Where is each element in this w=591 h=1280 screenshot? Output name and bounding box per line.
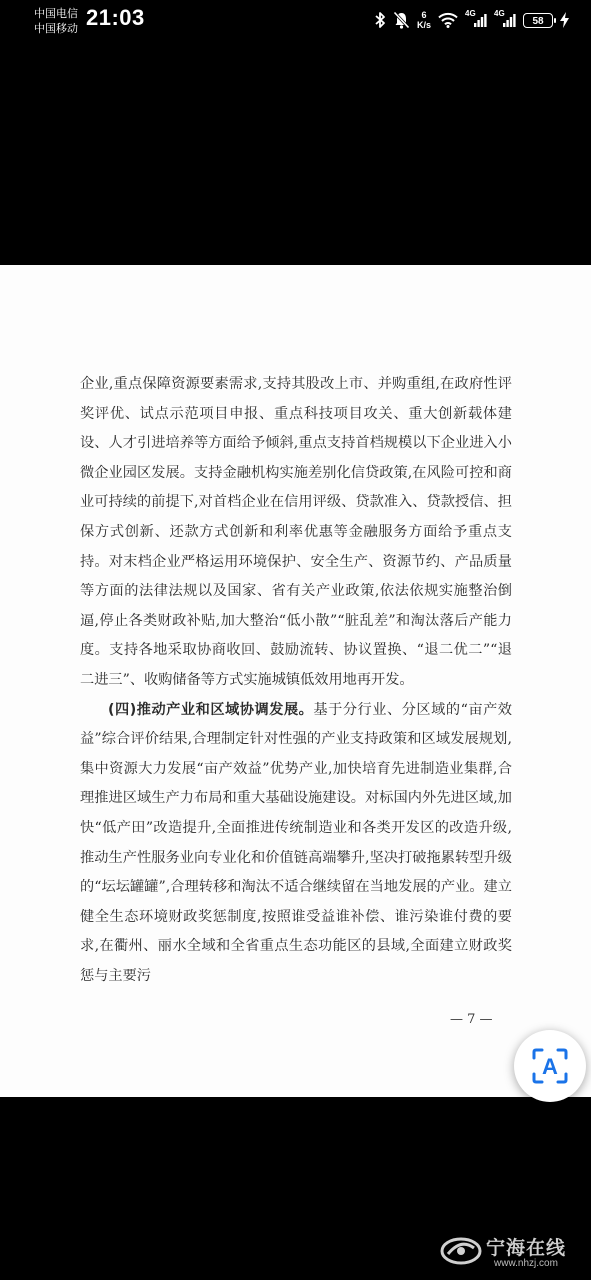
document-page [0,265,591,1097]
status-icons [374,8,569,32]
signal-4g-1 [465,11,487,29]
watermark-title: 宁海在线 [486,1237,567,1259]
status-bar [0,0,591,44]
carrier-2: 中国移动 [34,22,78,35]
paragraph-2 [80,696,512,992]
ocr-translate-icon [530,1046,570,1086]
document-body [80,370,512,991]
signal-4g-2 [494,11,516,29]
bluetooth-icon [374,11,386,29]
page-number: — 7 — [450,1012,493,1027]
clock: 21:03 [86,5,145,30]
network-speed-unit: K/s [416,20,431,30]
ocr-letter: A [542,1054,558,1079]
network-speed-value: 6 [421,10,427,20]
signal-4g-2-tag: 4G [494,9,505,18]
watermark-url: www.nhzj.com [494,1258,558,1269]
watermark [440,1230,580,1274]
charging-bolt-icon [560,12,569,28]
section-heading: (四)推动产业和区域协调发展。 [108,701,314,718]
ocr-translate-button[interactable] [514,1030,586,1102]
paragraph-1: 企业,重点保障资源要素需求,支持其股改上市、并购重组,在政府性评奖评优、试点示范项目申报、重点科技项目攻关、重大创新载体建设、人才引进培养等方面给予倾斜,重点支持首档规模以下企业进入小微企业园区发展。支持金融机构实施差别化信贷政策,在风险可控和商业可持续的前提下,对首档企业在信用评级、贷款准入、贷款授信、担保方式创新、还款方式创新和利率优惠等金融服务方面给予重点支持。对末档企业严格运用环境保护、安全生产、资源节约、产品质量等方面的法律法规以及国家、省有关产业政策,依法依规实施整治倒逼,停止各类财政补贴,加大整治“低小散”“脏乱差”和淘汰落后产能力度。支持各地采取协商收回、鼓励流转、协议置换、“退二优二”“退二进三”、收购储备等方式实施城镇低效用地再开发。 [80,376,512,688]
mute-bell-icon [393,11,410,29]
watermark-logo-icon [440,1234,482,1268]
carrier-1: 中国电信 [34,7,78,20]
carrier-info [34,6,78,36]
signal-4g-1-tag: 4G [465,9,476,18]
paragraph-2-text: 基于分行业、分区域的“亩产效益”综合评价结果,合理制定针对性强的产业支持政策和区域发展规划,集中资源大力发展“亩产效益”优势产业,加快培育先进制造业集群,合理推进区域生产力布局和重大基础设施建设。对标国内外先进区域,加快“低产田”改造提升,全面推进传统制造业和各类开发区的改造升级,推动生产性服务业向专业化和价值链高端攀升,坚决打破拖累转型升级的“坛坛罐罐”,合理转移和淘汰不适合继续留在当地发展的产业。建立健全生态环境财政奖惩制度,按照谁受益谁补偿、谁污染谁付费的要求,在衢州、丽水全域和全省重点生态功能区的县域,全面建立财政奖惩与主要污 [80,701,512,984]
battery-indicator: 58 [523,13,553,28]
wifi-icon [438,12,458,28]
network-speed [417,10,431,30]
